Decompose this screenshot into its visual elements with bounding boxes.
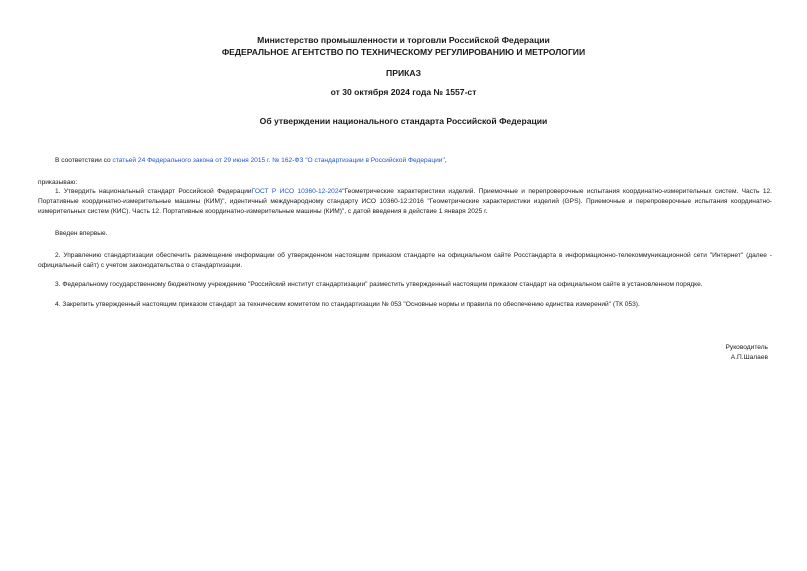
federal-law-link[interactable]: статьей 24 Федерального закона от 29 июня 2015 г. № 162-ФЗ "О стандартизации в Российской Федерации" [112,157,445,164]
agency-name: ФЕДЕРАЛЬНОЕ АГЕНТСТВО ПО ТЕХНИЧЕСКОМУ РЕГУЛИРОВАНИЮ И МЕТРОЛОГИИ [221,47,586,57]
signatory-position: Руководитель [725,344,768,351]
gost-standard-link[interactable]: ГОСТ Р ИСО 10360-12-2024 [251,188,343,195]
item-4-paragraph: 4. Закрепить утвержденный настоящим приказом стандарт за техническим комитетом по стандартизации № 053 "Основные нормы и правила по обеспечению единства измерений" (ТК 053). [55,301,640,308]
document-title: Об утверждении национального стандарта Российской Федерации [259,116,548,126]
order-word: приказываю: [38,179,78,186]
item-1-text: "Геометрические характеристики изделий. Приемочные и перепроверочные испытания координатно-измерительных систем. Часть 12. Портативные координатно-измерительные машины (КИМ)", идентичный международному стандарту ИСО 10360-12:2016 "Геометрические характеристики изделий (GPS). Приемочные и перепроверочные испытания координатно-измерительных систем (КИС). Часть 12. Портативные координатно-измерительные машины (КИМ)", с датой введения в действие 1 января 2025 г. [38,188,772,215]
item-3-paragraph: 3. Федеральному государственному бюджетному учреждению "Российский институт стандартизации" разместить утвержденный настоящим приказом стандарт на официальном сайте в установленном порядке. [55,281,703,288]
item-2-paragraph: 2. Управлению стандартизации обеспечить размещение информации об утвержденном настоящим приказом стандарте на официальном сайте Росстандарта в информационно-телекоммуникационной сети "Интернет" (далее - официальный сайт) с учетом законодательства о стандартизации. [38,252,772,269]
ministry-name: Министерство промышленности и торговли Российской Федерации [257,35,550,45]
document-date-number: от 30 октября 2024 года № 1557-ст [330,87,477,97]
preamble-prefix: В соответствии со [55,157,113,164]
item-1-paragraph [38,187,772,217]
signatory-name: А.П.Шалаев [730,354,768,361]
preamble-suffix: , [444,157,447,164]
preamble-paragraph [38,156,772,166]
item-1-prefix: 1. Утвердить национальный стандарт Российской Федерации [55,188,252,195]
document-type: ПРИКАЗ [386,68,421,78]
introduced-note: Введен впервые. [55,230,108,237]
